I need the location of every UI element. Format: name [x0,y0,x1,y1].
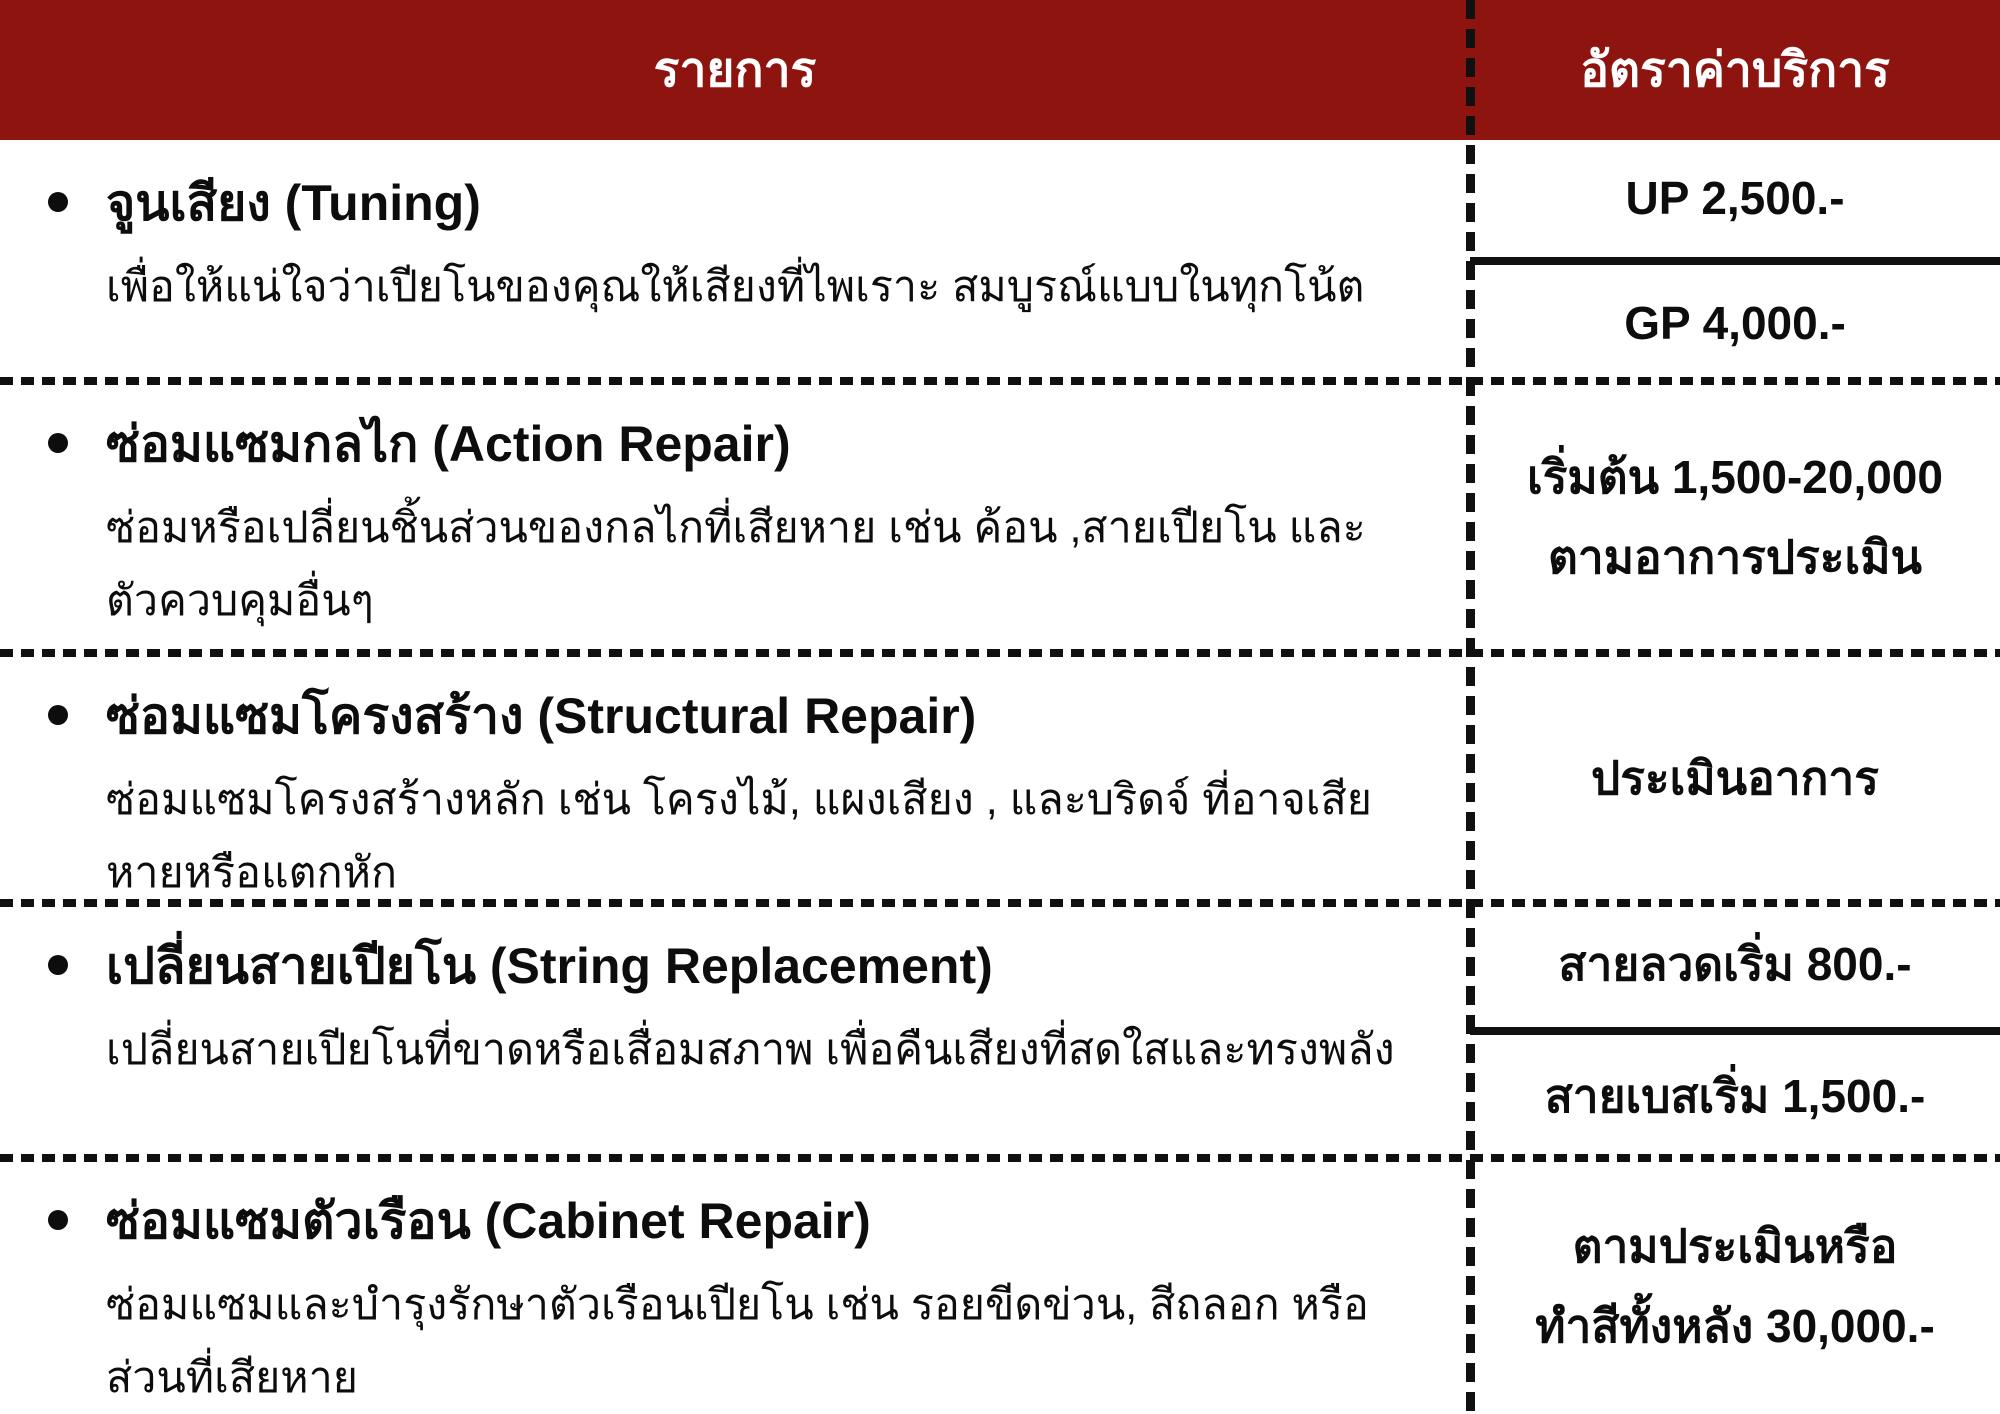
service-description: ซ่อมหรือเปลี่ยนชิ้นส่วนของกลไกที่เสียหาย เช่น ค้อน ,สายเปียโน และ ตัวควบคุมอื่นๆ [106,503,1366,626]
service-row-cabinet-repair [0,1158,1470,1414]
service-description: ซ่อมแซมและบำรุงรักษาตัวเรือนเปียโน เช่น รอยขีดข่วน, สีถลอก หรือ ส่วนที่เสียหาย [106,1280,1369,1403]
bullet-icon [48,955,68,975]
service-row-structural-repair [0,653,1470,903]
service-description: เปลี่ยนสายเปียโนที่ขาดหรือเสื่อมสภาพ เพื่อคืนเสียงที่สดใสและทรงพลัง [106,1025,1395,1074]
price-note: ประเมินอาการ [1591,751,1879,804]
price-cell-tuning [1470,140,2000,381]
service-row-string-replacement [0,903,1470,1158]
price-cell-structural-repair [1470,653,2000,903]
price-note: ตามประเมินหรือ [1572,1219,1898,1272]
service-title: ซ่อมแซมตัวเรือน (Cabinet Repair) [106,1193,871,1249]
service-title: ซ่อมแซมโครงสร้าง (Structural Repair) [106,688,977,744]
service-title: ซ่อมแซมกลไก (Action Repair) [106,416,791,472]
service-description: ซ่อมแซมโครงสร้างหลัก เช่น โครงไม้, แผงเสียง , และบริดจ์ ที่อาจเสียหายหรือแตกหัก [106,775,1372,898]
service-description: เพื่อให้แน่ใจว่าเปียโนของคุณให้เสียงที่ไพเราะ สมบูรณ์แบบในทุกโน้ต [106,262,1365,311]
price-note: ตามอาการประเมิน [1548,531,1922,583]
price-upright: UP 2,500.- [1625,172,1845,225]
col-header-rate-label: อัตราค่าบริการ [1580,44,1890,97]
price-cell-action-repair [1470,381,2000,653]
price-cell-string-replacement [1470,903,2000,1158]
service-title: เปลี่ยนสายเปียโน (String Replacement) [106,938,993,994]
bullet-icon [48,192,68,212]
service-title: จูนเสียง (Tuning) [106,175,481,231]
bullet-icon [48,705,68,725]
service-row-tuning [0,140,1470,381]
price-grand: GP 4,000.- [1470,257,2000,382]
col-header-items [0,0,1470,140]
service-row-action-repair [0,381,1470,653]
price-cell-cabinet-repair [1470,1158,2000,1414]
price-bass-wire: สายเบสเริ่ม 1,500.- [1470,1027,2000,1159]
col-header-rate [1470,0,2000,140]
price-range: เริ่มต้น 1,500-20,000 [1527,450,1943,503]
bullet-icon [48,1210,68,1230]
col-header-items-label: รายการ [653,44,817,97]
price-full-repaint: ทำสีทั้งหลัง 30,000.- [1535,1300,1935,1352]
bullet-icon [48,433,68,453]
price-plain-wire: สายลวดเริ่ม 800.- [1558,938,1912,991]
